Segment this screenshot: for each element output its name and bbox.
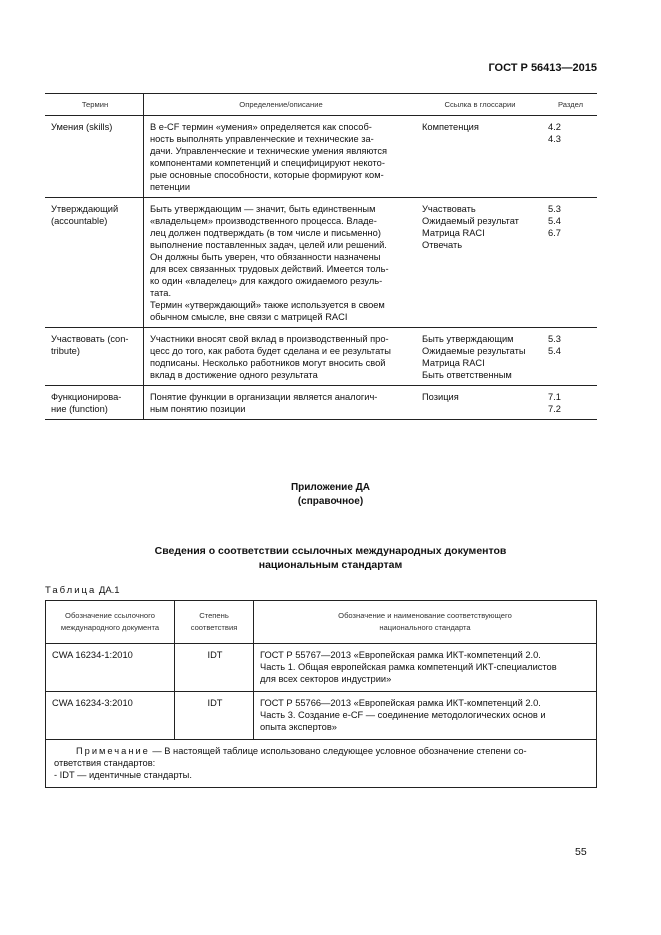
column-header-national-standard: Обозначение и наименование соответствующего национального стандарта	[254, 601, 597, 644]
term-cell: Участвовать (con- tribute)	[45, 328, 144, 386]
column-header-section: Раздел	[542, 94, 597, 116]
note-label: Примечание	[76, 746, 150, 756]
term-cell: Функционирова- ние (function)	[45, 386, 144, 420]
table-note	[46, 740, 597, 788]
national-standard-cell: ГОСТ Р 55766—2013 «Европейская рамка ИКТ-компетенций 2.0. Часть 3. Создание e-CF — соединение методологических основ и опыта экспертов»	[254, 692, 597, 740]
term-cell: Умения (skills)	[45, 116, 144, 198]
page-number: 55	[575, 846, 587, 858]
table-caption-number: ДА.1	[98, 585, 120, 596]
correspondence-table	[45, 600, 597, 788]
table-header-row	[45, 94, 597, 116]
intl-doc-cell: CWA 16234-1:2010	[46, 644, 175, 692]
section-cell: 5.3 5.4 6.7	[542, 198, 597, 328]
glossary-ref-cell: Компетенция	[416, 116, 542, 198]
section-cell: 4.2 4.3	[542, 116, 597, 198]
table-row	[45, 328, 597, 386]
column-header-term: Термин	[45, 94, 144, 116]
term-cell: Утверждающий (accountable)	[45, 198, 144, 328]
document-standard-number: ГОСТ Р 56413—2015	[488, 62, 597, 74]
column-header-intl-doc: Обозначение ссылочного международного документа	[46, 601, 175, 644]
glossary-ref-cell: Быть утверждающим Ожидаемые результаты Матрица RACI Быть ответственным	[416, 328, 542, 386]
note-text: — В настоящей таблице использовано следующее условное обозначение степени со- ответствия стандартов: - IDT — идентичные стандарты.	[54, 746, 527, 780]
table-header-row	[46, 601, 597, 644]
national-standard-cell: ГОСТ Р 55767—2013 «Европейская рамка ИКТ-компетенций 2.0. Часть 1. Общая европейская рамка компетенций ИКТ-специалистов для всех секторов индустрии»	[254, 644, 597, 692]
definition-cell: В e-CF термин «умения» определяется как способ- ность выполнять управленческие и технические за- дачи. Управленческие и технические умения являются компонентами компетенций и специфицируют некото- рые основные способности, которые формируют ком- петенции	[144, 116, 417, 198]
degree-cell: IDT	[175, 644, 254, 692]
table-caption	[45, 585, 120, 596]
section-cell: 5.3 5.4	[542, 328, 597, 386]
appendix-subtitle: (справочное)	[297, 496, 364, 507]
table-row	[46, 644, 597, 692]
intl-doc-cell: CWA 16234-3:2010	[46, 692, 175, 740]
degree-cell: IDT	[175, 692, 254, 740]
definition-cell: Быть утверждающим — значит, быть единственным «владельцем» производственного процесса. Владе- лец должен подтверждать (в том числе и письменно) выполнение поставленных задач, целей или решений. Он должны быть уверен, что обязанности назначены для всех связанных трудовых действий. Имеется толь- ко один «владелец» для каждого ожидаемого резуль- тата. Термин «утверждающий» также используется в своем обычном смысле, вне связи с матрицей RACI	[144, 198, 417, 328]
appendix-title: Приложение ДА	[290, 482, 371, 493]
definition-cell: Понятие функции в организации является аналогич- ным понятию позиции	[144, 386, 417, 420]
table-row	[45, 116, 597, 198]
table-caption-word: Таблица	[45, 585, 97, 596]
table-row	[45, 198, 597, 328]
glossary-ref-cell: Участвовать Ожидаемый результат Матрица RACI Отвечать	[416, 198, 542, 328]
column-header-glossary-ref: Ссылка в глоссарии	[416, 94, 542, 116]
appendix-heading-line2: национальным стандартам	[258, 559, 403, 571]
table-note-row	[46, 740, 597, 788]
column-header-definition: Определение/описание	[144, 94, 417, 116]
column-header-degree: Степень соответствия	[175, 601, 254, 644]
glossary-ref-cell: Позиция	[416, 386, 542, 420]
table-row	[45, 386, 597, 420]
glossary-table	[45, 93, 597, 420]
section-cell: 7.1 7.2	[542, 386, 597, 420]
definition-cell: Участники вносят свой вклад в производственный про- цесс до того, как работа будет сделана и ее результаты подписаны. Несколько работников могут вносить свой вклад в достижение одного результата	[144, 328, 417, 386]
table-row	[46, 692, 597, 740]
appendix-heading-line1: Сведения о соответствии ссылочных международных документов	[154, 545, 507, 557]
